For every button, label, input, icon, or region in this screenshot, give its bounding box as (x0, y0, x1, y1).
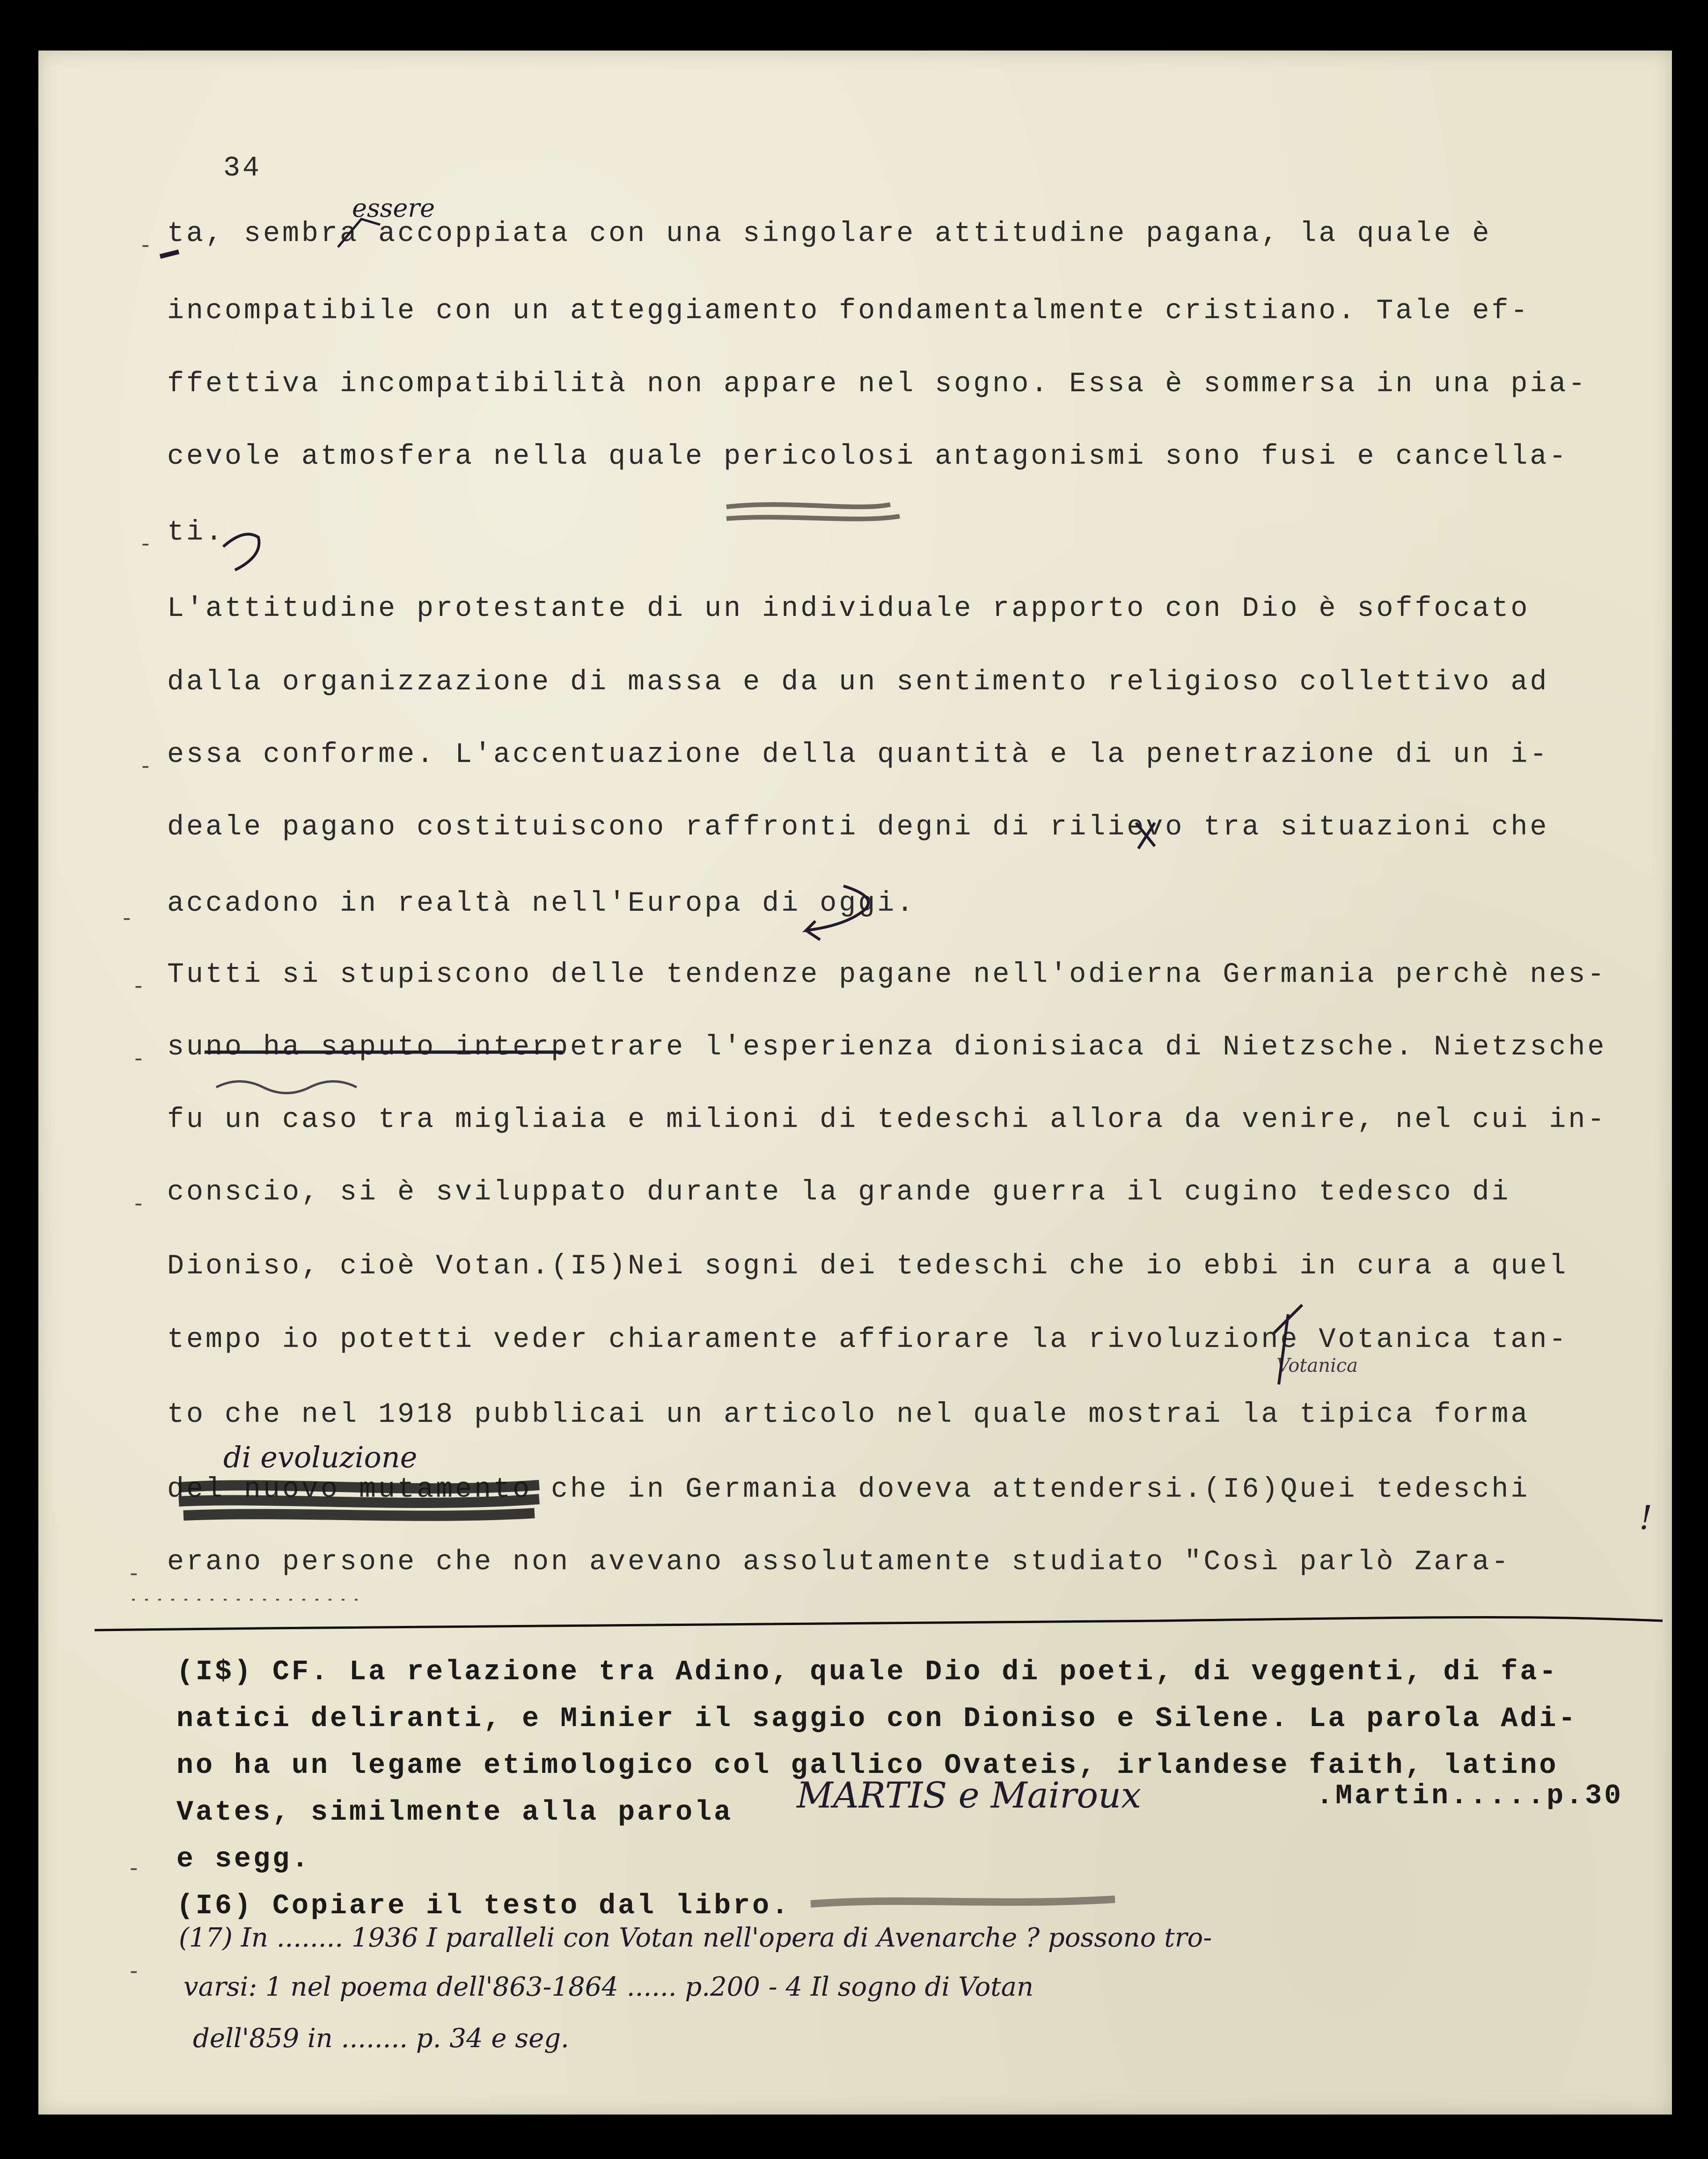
body-line-15: Dioniso, cioè Votan.(I5)Nei sogni dei tedeschi che io ebbi in cura a quel (167, 1251, 1569, 1282)
body-line-2: incompatibile con un atteggiamento fondamentalmente cristiano. Tale ef- (167, 295, 1530, 327)
body-line-19: erano persone che non avevano assolutamente studiato "Così parlò Zara- (167, 1546, 1511, 1578)
footnote-line-2: natici deliranti, e Minier il saggio con Dioniso e Silene. La parola Adi- (176, 1703, 1578, 1735)
footnote-separator (95, 1617, 1663, 1631)
body-line-4: cevole atmosfera nella quale pericolosi antagonismi sono fusi e cancella- (167, 441, 1569, 473)
footnote-line-4: Vates, similmente alla parola (176, 1797, 733, 1829)
margin-mark: - (132, 975, 145, 999)
page-number: 34 (223, 153, 262, 184)
body-line-18: del nuovo mutamento che in Germania doveva attendersi.(I6)Quei tedeschi (167, 1474, 1530, 1506)
body-line-7: dalla organizzazione di massa e da un sentimento religioso collettivo ad (167, 666, 1549, 698)
handwritten-exclamation: ! (1639, 1499, 1653, 1537)
body-line-5: ti. (167, 517, 225, 549)
body-line-1: ta, sembra accoppiata con una singolare attitudine pagana, la quale è (167, 218, 1492, 250)
handwritten-note-17-line-2: varsi: 1 nel poema dell'863-1864 ...... p.200 - 4 Il sogno di Votan (183, 1972, 1034, 2002)
body-line-14: conscio, si è sviluppato durante la grande guerra il cugino tedesco di (167, 1177, 1511, 1208)
paragraph-arrow-icon (223, 534, 259, 570)
handwritten-martin-name: MARTIS e Mairoux (797, 1774, 1141, 1816)
margin-mark: - (127, 1562, 140, 1587)
margin-mark: - (127, 1857, 140, 1881)
body-line-13: fu un caso tra migliaia e milioni di tedeschi allora da venire, nel cui in- (167, 1104, 1607, 1136)
footnote-line-3: no ha un legame etimologico col gallico Ovateis, irlandese faith, latino (176, 1750, 1559, 1782)
footnote-line-1: (I$) CF. La relazione tra Adino, quale Dio di poeti, di veggenti, di fa- (176, 1656, 1559, 1688)
body-line-16: tempo io potetti veder chiaramente affiorare la rivoluzione Votanica tan- (167, 1324, 1569, 1356)
body-line-3: ffettiva incompatibilità non appare nel sogno. Essa è sommersa in una pia- (167, 368, 1588, 400)
handwritten-votanica-correction: Votanica (1276, 1355, 1358, 1376)
margin-mark: - (132, 1193, 145, 1217)
margin-mark: - (120, 907, 133, 931)
margin-mark: - (127, 1960, 140, 1984)
footnote-line-5: e segg. (176, 1844, 311, 1875)
typescript-page (38, 51, 1672, 2115)
body-line-8: essa conforme. L'accentuazione della quantità e la penetrazione di un i- (167, 739, 1549, 771)
footnote-line-6: (I6) Copiare il testo dal libro. (176, 1890, 791, 1922)
margin-mark: - (139, 234, 152, 258)
body-line-11: Tutti si stupiscono delle tendenze pagane nell'odierna Germania perchè nes- (167, 959, 1607, 991)
erasure-scribble (811, 1899, 1115, 1904)
erasure-scribble (726, 505, 900, 519)
handwritten-essere: essere (352, 193, 435, 223)
margin-mark: - (139, 755, 152, 779)
body-line-12: suno ha saputo interpetrare l'esperienza dionisiaca di Nietzsche. Nietzsche (167, 1032, 1607, 1063)
handwritten-note-17-line-1: (17) In ........ 1936 I paralleli con Votan nell'opera di Avenarche ? possono tro- (179, 1923, 1212, 1953)
footnote-martin-ref: .Martin.....p.30 (1316, 1780, 1624, 1812)
margin-mark: - (139, 533, 152, 557)
body-line-6: L'attitudine protestante di un individuale rapporto con Dio è soffocato (167, 593, 1530, 625)
body-line-9: deale pagano costituiscono raffronti degni di rilievo tra situazioni che (167, 812, 1549, 843)
body-line-17: to che nel 1918 pubblicai un articolo nel quale mostrai la tipica forma (167, 1399, 1530, 1431)
body-line-10: accadono in realtà nell'Europa di oggi. (167, 888, 916, 920)
handwritten-note-17-line-3: dell'859 in ........ p. 34 e seg. (193, 2023, 569, 2054)
margin-mark: - (132, 1047, 145, 1072)
handwritten-di-evoluzione: di evoluzione (223, 1440, 418, 1474)
